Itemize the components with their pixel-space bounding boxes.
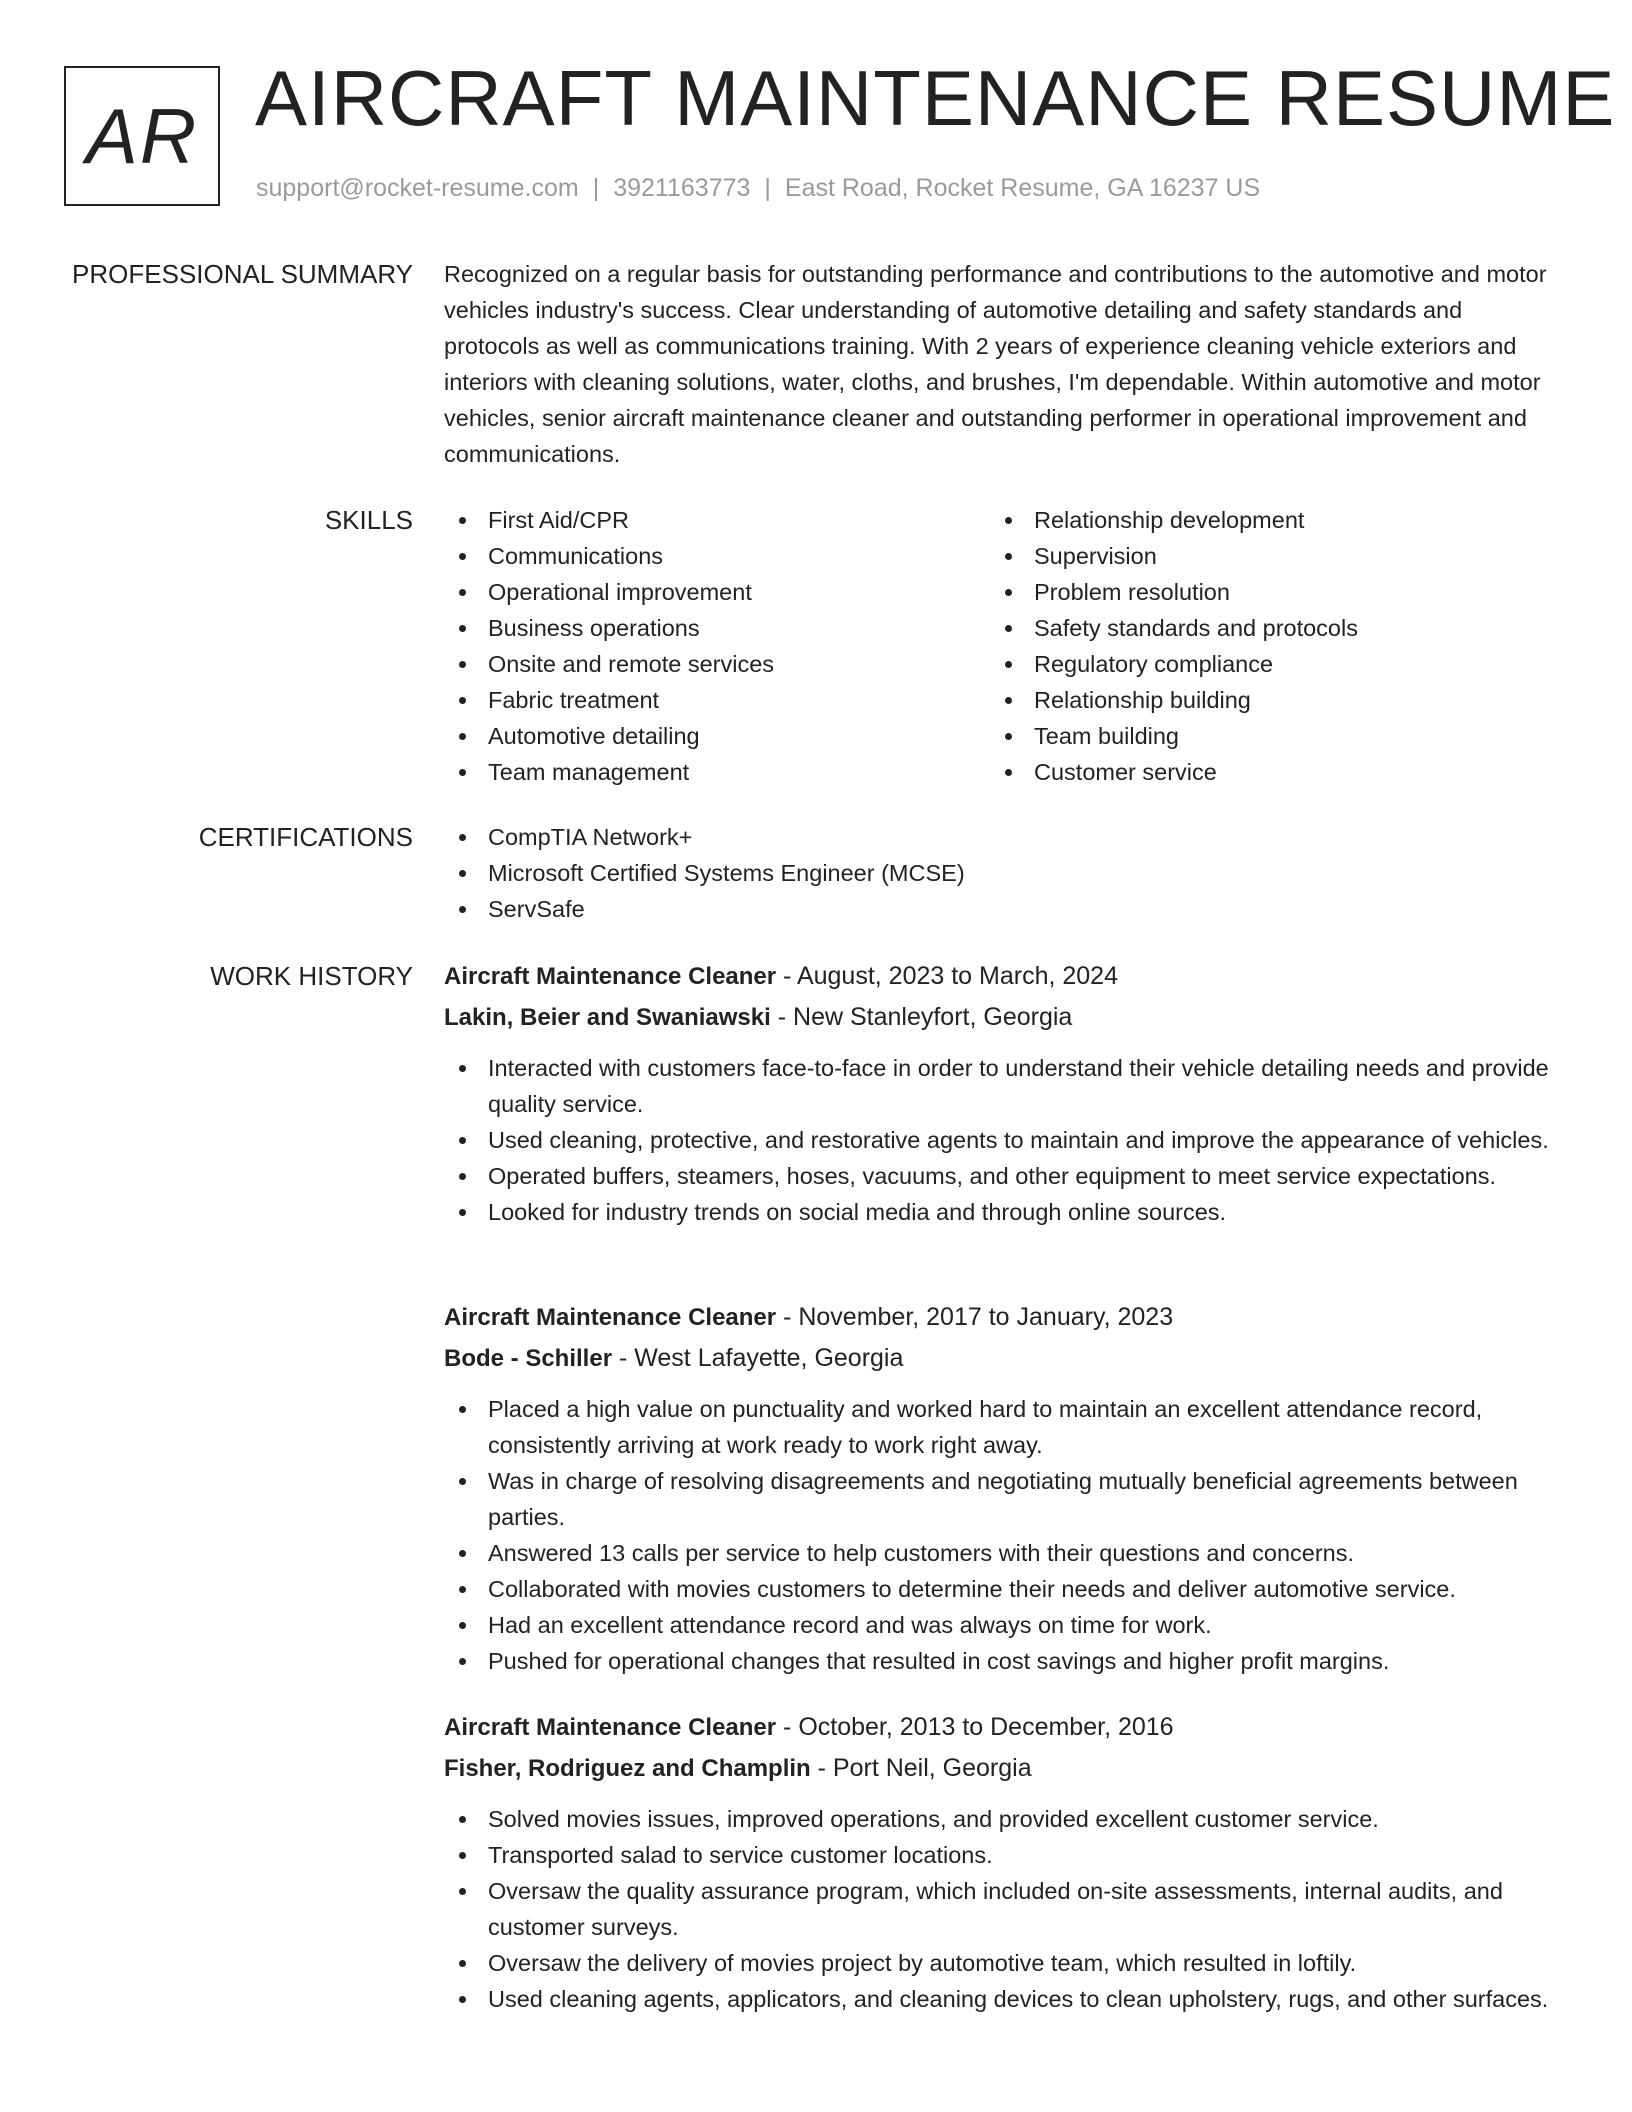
job-title: Aircraft Maintenance Cleaner <box>444 1714 777 1741</box>
skills-columns <box>444 502 1564 790</box>
contact-line <box>256 174 1260 203</box>
job-title: Aircraft Maintenance Cleaner <box>444 963 777 990</box>
skill-item: Business operations <box>444 610 990 646</box>
certifications-list <box>444 819 1564 927</box>
skill-item: Operational improvement <box>444 574 990 610</box>
skill-item: First Aid/CPR <box>444 502 990 538</box>
job-dates: - October, 2013 to December, 2016 <box>776 1713 1174 1741</box>
job-company: Bode - Schiller <box>444 1345 613 1372</box>
section-label-summary: PROFESSIONAL SUMMARY <box>72 259 413 289</box>
contact-phone: 3921163773 <box>613 174 751 202</box>
skill-item: Regulatory compliance <box>990 646 1536 682</box>
monogram-logo: AR <box>64 66 220 206</box>
section-label-certifications: CERTIFICATIONS <box>198 822 413 852</box>
job-company: Lakin, Beier and Swaniawski <box>444 1004 771 1031</box>
job-bullet: Used cleaning, protective, and restorative agents to maintain and improve the appearance of vehicles. <box>444 1122 1564 1158</box>
certification-item: CompTIA Network+ <box>444 819 1564 855</box>
job-location: - New Stanleyfort, Georgia <box>770 1003 1073 1031</box>
skills-list-right <box>990 502 1536 790</box>
job-company: Fisher, Rodriguez and Champlin <box>444 1755 811 1782</box>
skill-item: Automotive detailing <box>444 718 990 754</box>
job-body <box>444 1707 1564 2017</box>
job-bullet: Answered 13 calls per service to help customers with their questions and concerns. <box>444 1535 1564 1571</box>
skill-item: Team management <box>444 754 990 790</box>
job-bullet: Was in charge of resolving disagreements and negotiating mutually beneficial agreements between parties. <box>444 1463 1564 1535</box>
job-bullets <box>444 1801 1564 2017</box>
contact-address: East Road, Rocket Resume, GA 16237 US <box>784 174 1261 202</box>
section-label-work-history: WORK HISTORY <box>210 961 413 991</box>
skill-item: Relationship development <box>990 502 1536 538</box>
job-title: Aircraft Maintenance Cleaner <box>444 1304 777 1331</box>
job-company-line <box>444 997 1564 1038</box>
job-bullet: Looked for industry trends on social media and through online sources. <box>444 1194 1564 1230</box>
job-location: - West Lafayette, Georgia <box>612 1344 904 1372</box>
skill-item: Fabric treatment <box>444 682 990 718</box>
job-dates: - August, 2023 to March, 2024 <box>776 962 1118 990</box>
certification-item: ServSafe <box>444 891 1564 927</box>
skill-item: Onsite and remote services <box>444 646 990 682</box>
certification-item: Microsoft Certified Systems Engineer (MCSE) <box>444 855 1564 891</box>
job-bullet: Pushed for operational changes that resulted in cost savings and higher profit margins. <box>444 1643 1564 1679</box>
job-dates: - November, 2017 to January, 2023 <box>776 1303 1174 1331</box>
skills-list-left <box>444 502 990 790</box>
resume-title: AIRCRAFT MAINTENANCE RESUME <box>255 54 1616 142</box>
skill-item: Relationship building <box>990 682 1536 718</box>
skill-item: Communications <box>444 538 990 574</box>
job-bullet: Oversaw the quality assurance program, which included on-site assessments, internal audits, and customer surveys. <box>444 1873 1564 1945</box>
job-title-line <box>444 956 1564 997</box>
job-body <box>444 956 1564 1230</box>
contact-email: support@rocket-resume.com <box>256 174 579 202</box>
summary-text: Recognized on a regular basis for outstanding performance and contributions to the automotive and motor vehicles industry's success. Clear understanding of automotive detailing and safety standards and protocols as well as communications training. With 2 years of experience cleaning vehicle exteriors and interiors with cleaning solutions, water, cloths, and brushes, I'm dependable. Within automotive and motor vehicles, senior aircraft maintenance cleaner and outstanding performer in operational improvement and communications. <box>444 261 1547 467</box>
job-bullet: Placed a high value on punctuality and worked hard to maintain an excellent attendance record, consistently arriving at work ready to work right away. <box>444 1391 1564 1463</box>
section-label-skills: SKILLS <box>324 505 413 535</box>
job-bullets <box>444 1050 1564 1230</box>
job-bullet: Collaborated with movies customers to determine their needs and deliver automotive service. <box>444 1571 1564 1607</box>
job-body <box>444 1297 1564 1679</box>
job-bullets <box>444 1391 1564 1679</box>
job-title-line <box>444 1707 1564 1748</box>
skill-item: Safety standards and protocols <box>990 610 1536 646</box>
skill-item: Team building <box>990 718 1536 754</box>
job-bullet: Had an excellent attendance record and was always on time for work. <box>444 1607 1564 1643</box>
job-bullet: Transported salad to service customer locations. <box>444 1837 1564 1873</box>
job-bullet: Interacted with customers face-to-face in order to understand their vehicle detailing needs and provide quality service. <box>444 1050 1564 1122</box>
skill-item: Supervision <box>990 538 1536 574</box>
skill-item: Problem resolution <box>990 574 1536 610</box>
contact-separator: | <box>764 174 771 202</box>
skill-item: Customer service <box>990 754 1536 790</box>
contact-separator: | <box>592 174 600 202</box>
certifications-body <box>444 819 1564 927</box>
job-bullet: Solved movies issues, improved operations, and provided excellent customer service. <box>444 1801 1564 1837</box>
job-bullet: Oversaw the delivery of movies project by automotive team, which resulted in loftily. <box>444 1945 1564 1981</box>
job-company-line <box>444 1338 1564 1379</box>
job-location: - Port Neil, Georgia <box>810 1754 1032 1782</box>
job-company-line <box>444 1748 1564 1789</box>
job-bullet: Operated buffers, steamers, hoses, vacuums, and other equipment to meet service expectations. <box>444 1158 1564 1194</box>
job-title-line <box>444 1297 1564 1338</box>
job-bullet: Used cleaning agents, applicators, and cleaning devices to clean upholstery, rugs, and other surfaces. <box>444 1981 1564 2017</box>
